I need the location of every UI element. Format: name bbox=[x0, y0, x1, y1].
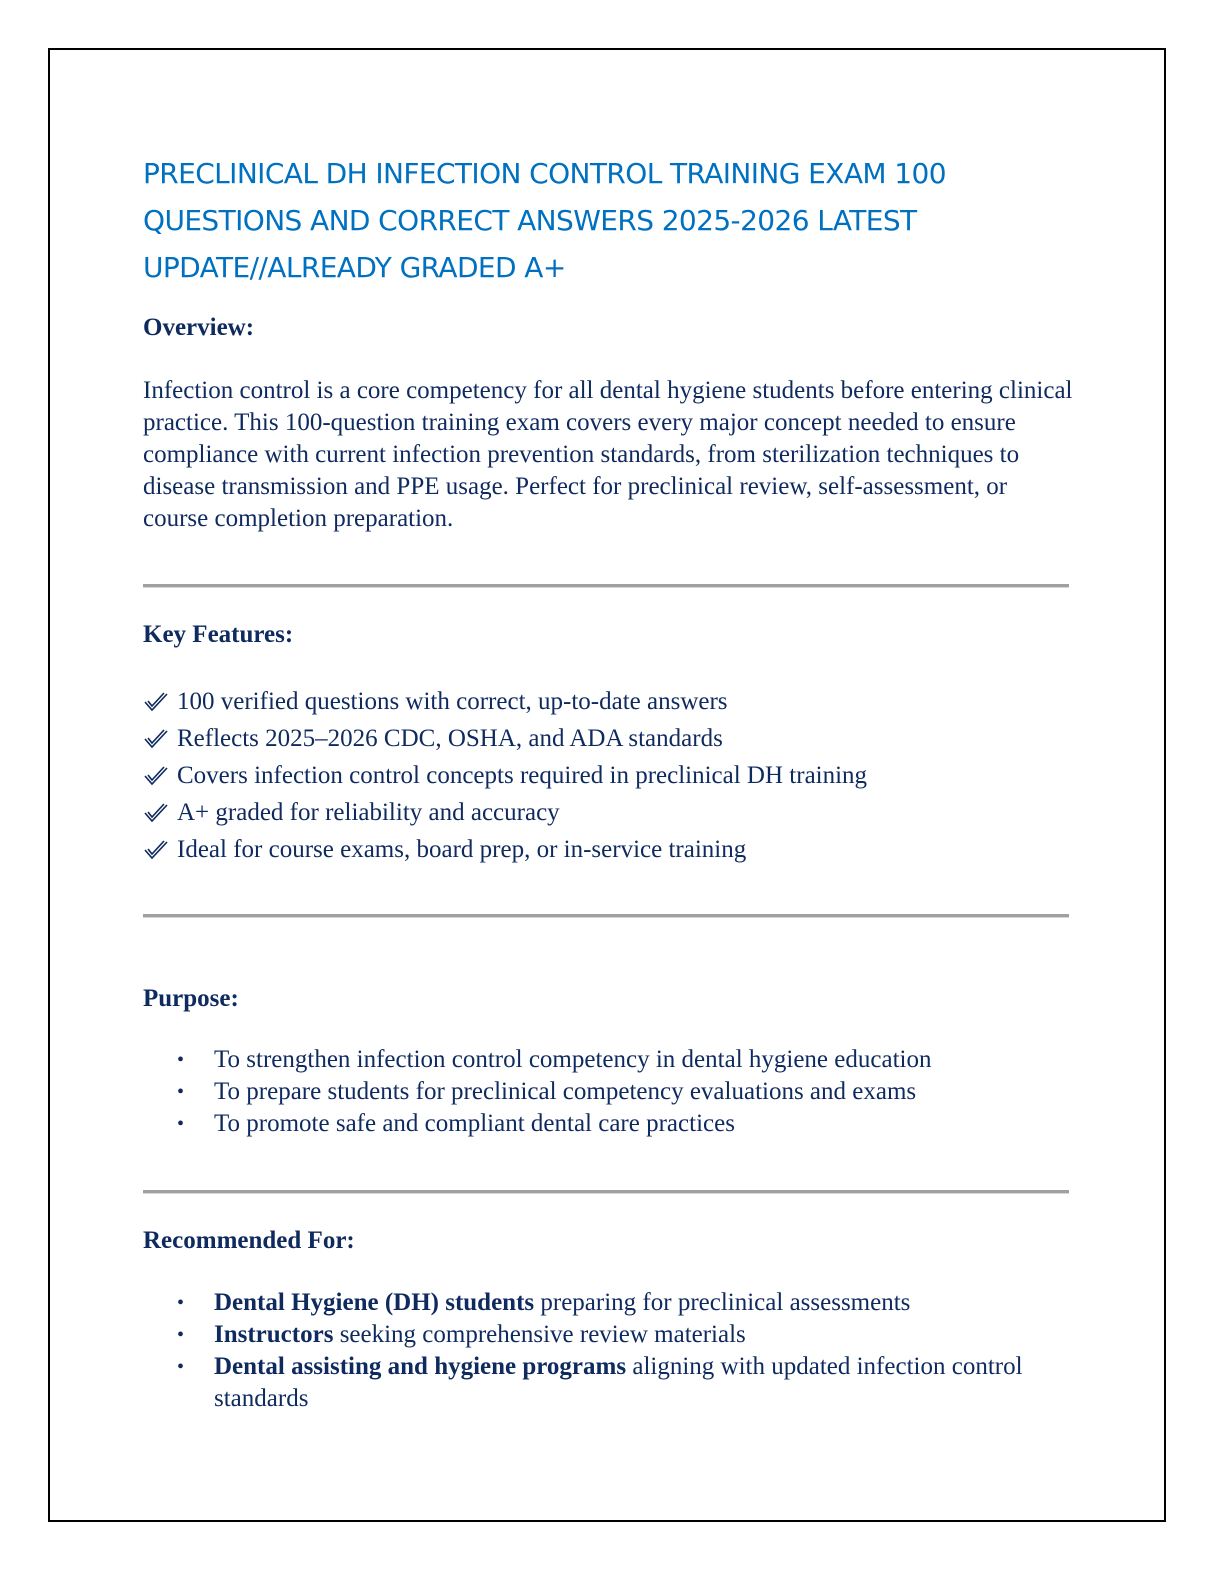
purpose-heading: Purpose: bbox=[143, 985, 239, 1012]
check-icon bbox=[143, 765, 169, 787]
document-title: PRECLINICAL DH INFECTION CONTROL TRAINING EXAM 100 QUESTIONS AND CORRECT ANSWERS 2025-2026 LATEST UPDATE//ALREADY GRADED A+ bbox=[143, 157, 946, 284]
check-icon bbox=[143, 691, 169, 713]
feature-item: A+ graded for reliability and accuracy bbox=[143, 794, 1073, 831]
feature-item: 100 verified questions with correct, up-to-date answers bbox=[143, 683, 1073, 720]
divider bbox=[143, 1190, 1069, 1194]
check-icon bbox=[143, 839, 169, 861]
purpose-item: • To promote safe and compliant dental care practices bbox=[143, 1108, 1073, 1140]
purpose-item: • To strengthen infection control competency in dental hygiene education bbox=[143, 1044, 1073, 1076]
purpose-item: • To prepare students for preclinical competency evaluations and exams bbox=[143, 1076, 1073, 1108]
recommended-item: • Instructors seeking comprehensive review materials bbox=[143, 1319, 1043, 1351]
purpose-list bbox=[143, 1044, 1073, 1140]
key-features-heading: Key Features: bbox=[143, 621, 294, 648]
check-icon bbox=[143, 728, 169, 750]
recommended-item: • Dental Hygiene (DH) students preparing for preclinical assessments bbox=[143, 1287, 1043, 1319]
feature-item: Ideal for course exams, board prep, or in-service training bbox=[143, 831, 1073, 868]
recommended-heading: Recommended For: bbox=[143, 1227, 355, 1254]
features-list bbox=[143, 683, 1073, 868]
check-icon bbox=[143, 802, 169, 824]
recommended-list bbox=[143, 1287, 1043, 1415]
feature-item: Reflects 2025–2026 CDC, OSHA, and ADA standards bbox=[143, 720, 1073, 757]
recommended-item: • Dental assisting and hygiene programs aligning with updated infection control standards bbox=[143, 1351, 1043, 1415]
divider bbox=[143, 584, 1069, 588]
overview-text: Infection control is a core competency for all dental hygiene students before entering clinical practice. This 100-question training exam covers every major concept needed to ensure compliance with current infection prevention standards, from sterilization techniques to disease transmission and PPE usage. Perfect for preclinical review, self-assessment, or course completion preparation. bbox=[143, 377, 1073, 532]
feature-item: Covers infection control concepts required in preclinical DH training bbox=[143, 757, 1073, 794]
divider bbox=[143, 914, 1069, 918]
overview-heading: Overview: bbox=[143, 314, 255, 341]
